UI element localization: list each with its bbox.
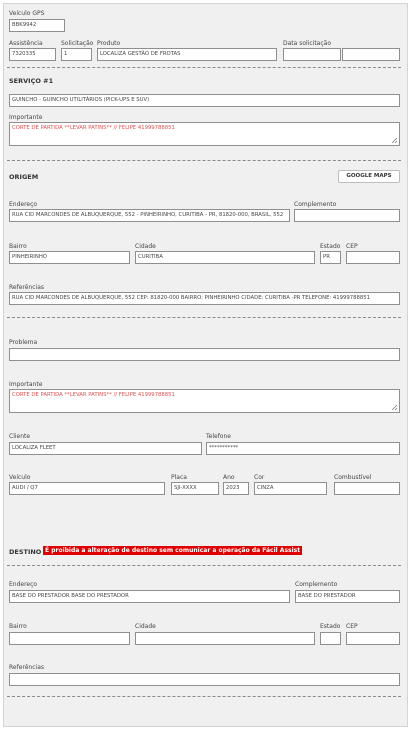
data-solicitacao-date-field[interactable]: [283, 48, 341, 61]
importante-text: CORTE DE PARTIDA **LEVAR PATINS** // FELIPE 41999788851: [12, 392, 175, 398]
origem-endereco-label: Endereço: [9, 201, 38, 208]
problema-field[interactable]: [9, 348, 400, 361]
destino-referencias-label: Referências: [9, 664, 44, 671]
divider: [7, 317, 401, 318]
destino-title: DESTINO: [9, 548, 42, 556]
destino-cidade-field[interactable]: [135, 632, 315, 645]
solicitacao-label: Solicitação: [61, 40, 94, 47]
divider: [7, 565, 401, 566]
vehicle-gps-label: Veículo GPS: [9, 10, 45, 17]
problema-label: Problema: [9, 339, 38, 346]
resize-grip-icon[interactable]: [391, 137, 398, 144]
servico-field[interactable]: GUINCHO - GUINCHO UTILITÁRIOS (PICK-UPS E SUV): [9, 94, 400, 107]
destino-referencias-field[interactable]: [9, 673, 400, 686]
destino-warning-badge: É proibida a alteração de destino sem comunicar a operação da Fácil Assist: [45, 547, 301, 554]
destino-cep-field[interactable]: [346, 632, 400, 645]
destino-estado-label: Estado: [320, 623, 341, 630]
service-form-panel: [3, 3, 408, 727]
resize-grip-icon[interactable]: [391, 404, 398, 411]
assistencia-field[interactable]: 7320335: [9, 48, 56, 61]
cor-label: Cor: [254, 474, 265, 481]
origem-cep-field[interactable]: [346, 251, 400, 264]
placa-label: Placa: [171, 474, 187, 481]
destino-bairro-field[interactable]: [9, 632, 130, 645]
origem-estado-field[interactable]: PR: [320, 251, 341, 264]
origem-title: ORIGEM: [9, 173, 39, 181]
servico-importante-text: CORTE DE PARTIDA **LEVAR PATINS** // FELIPE 41999788851: [12, 125, 175, 131]
destino-endereco-label: Endereço: [9, 581, 38, 588]
produto-label: Produto: [97, 40, 121, 47]
origem-complemento-field[interactable]: [294, 209, 400, 222]
data-solicitacao-label: Data solicitação: [283, 40, 332, 47]
veiculo-label: Veículo: [9, 474, 31, 481]
data-solicitacao-time-field[interactable]: [342, 48, 400, 61]
importante-label: Importante: [9, 381, 43, 388]
servico-importante-textarea[interactable]: [9, 122, 400, 146]
origem-referencias-field[interactable]: RUA CID MARCONDES DE ALBUQUERQUE, 552 CEP: 81820-000 BAIRRO: PINHEIRINHO CIDADE: CURITIBA -PR TELEFONE: 41999788851: [9, 292, 400, 305]
origem-endereco-field[interactable]: RUA CID MARCONDES DE ALBUQUERQUE, 552 - PINHEIRINHO, CURITIBA - PR, 81820-000, BRASIL, 552: [9, 209, 290, 222]
destino-endereco-field[interactable]: BASE DO PRESTADOR BASE DO PRESTADOR: [9, 590, 290, 603]
assistencia-label: Assistência: [9, 40, 43, 47]
servico-title: SERVIÇO #1: [9, 77, 54, 85]
origem-cidade-label: Cidade: [135, 243, 156, 250]
veiculo-field[interactable]: AUDI / Q7: [9, 482, 165, 495]
origem-estado-label: Estado: [320, 243, 341, 250]
origem-referencias-label: Referências: [9, 284, 44, 291]
cliente-field[interactable]: LOCALIZA FLEET: [9, 442, 202, 455]
divider: [7, 160, 401, 161]
google-maps-button[interactable]: GOOGLE MAPS: [338, 170, 400, 183]
destino-cep-label: CEP: [346, 623, 358, 630]
placa-field[interactable]: SJI-XXXX: [171, 482, 219, 495]
origem-bairro-label: Bairro: [9, 243, 27, 250]
origem-complemento-label: Complemento: [294, 201, 337, 208]
destino-complemento-label: Complemento: [295, 581, 338, 588]
servico-importante-label: Importante: [9, 114, 43, 121]
produto-field[interactable]: LOCALIZA GESTÃO DE FROTAS: [97, 48, 277, 61]
telefone-field[interactable]: ***********: [206, 442, 400, 455]
cliente-label: Cliente: [9, 433, 31, 440]
ano-field[interactable]: 2023: [223, 482, 249, 495]
solicitacao-field[interactable]: 1: [61, 48, 92, 61]
combustivel-field[interactable]: [334, 482, 400, 495]
importante-textarea[interactable]: [9, 389, 400, 413]
divider: [7, 67, 401, 68]
origem-cidade-field[interactable]: CURITIBA: [135, 251, 315, 264]
destino-estado-field[interactable]: [320, 632, 341, 645]
combustivel-label: Combustível: [334, 474, 372, 481]
ano-label: Ano: [223, 474, 235, 481]
origem-cep-label: CEP: [346, 243, 358, 250]
destino-cidade-label: Cidade: [135, 623, 156, 630]
destino-complemento-field[interactable]: BASE DO PRESTADOR: [295, 590, 400, 603]
telefone-label: Telefone: [206, 433, 231, 440]
vehicle-gps-field[interactable]: BBK9942: [9, 19, 65, 32]
destino-bairro-label: Bairro: [9, 623, 27, 630]
origem-bairro-field[interactable]: PINHEIRINHO: [9, 251, 130, 264]
divider: [7, 696, 401, 697]
cor-field[interactable]: CINZA: [254, 482, 327, 495]
